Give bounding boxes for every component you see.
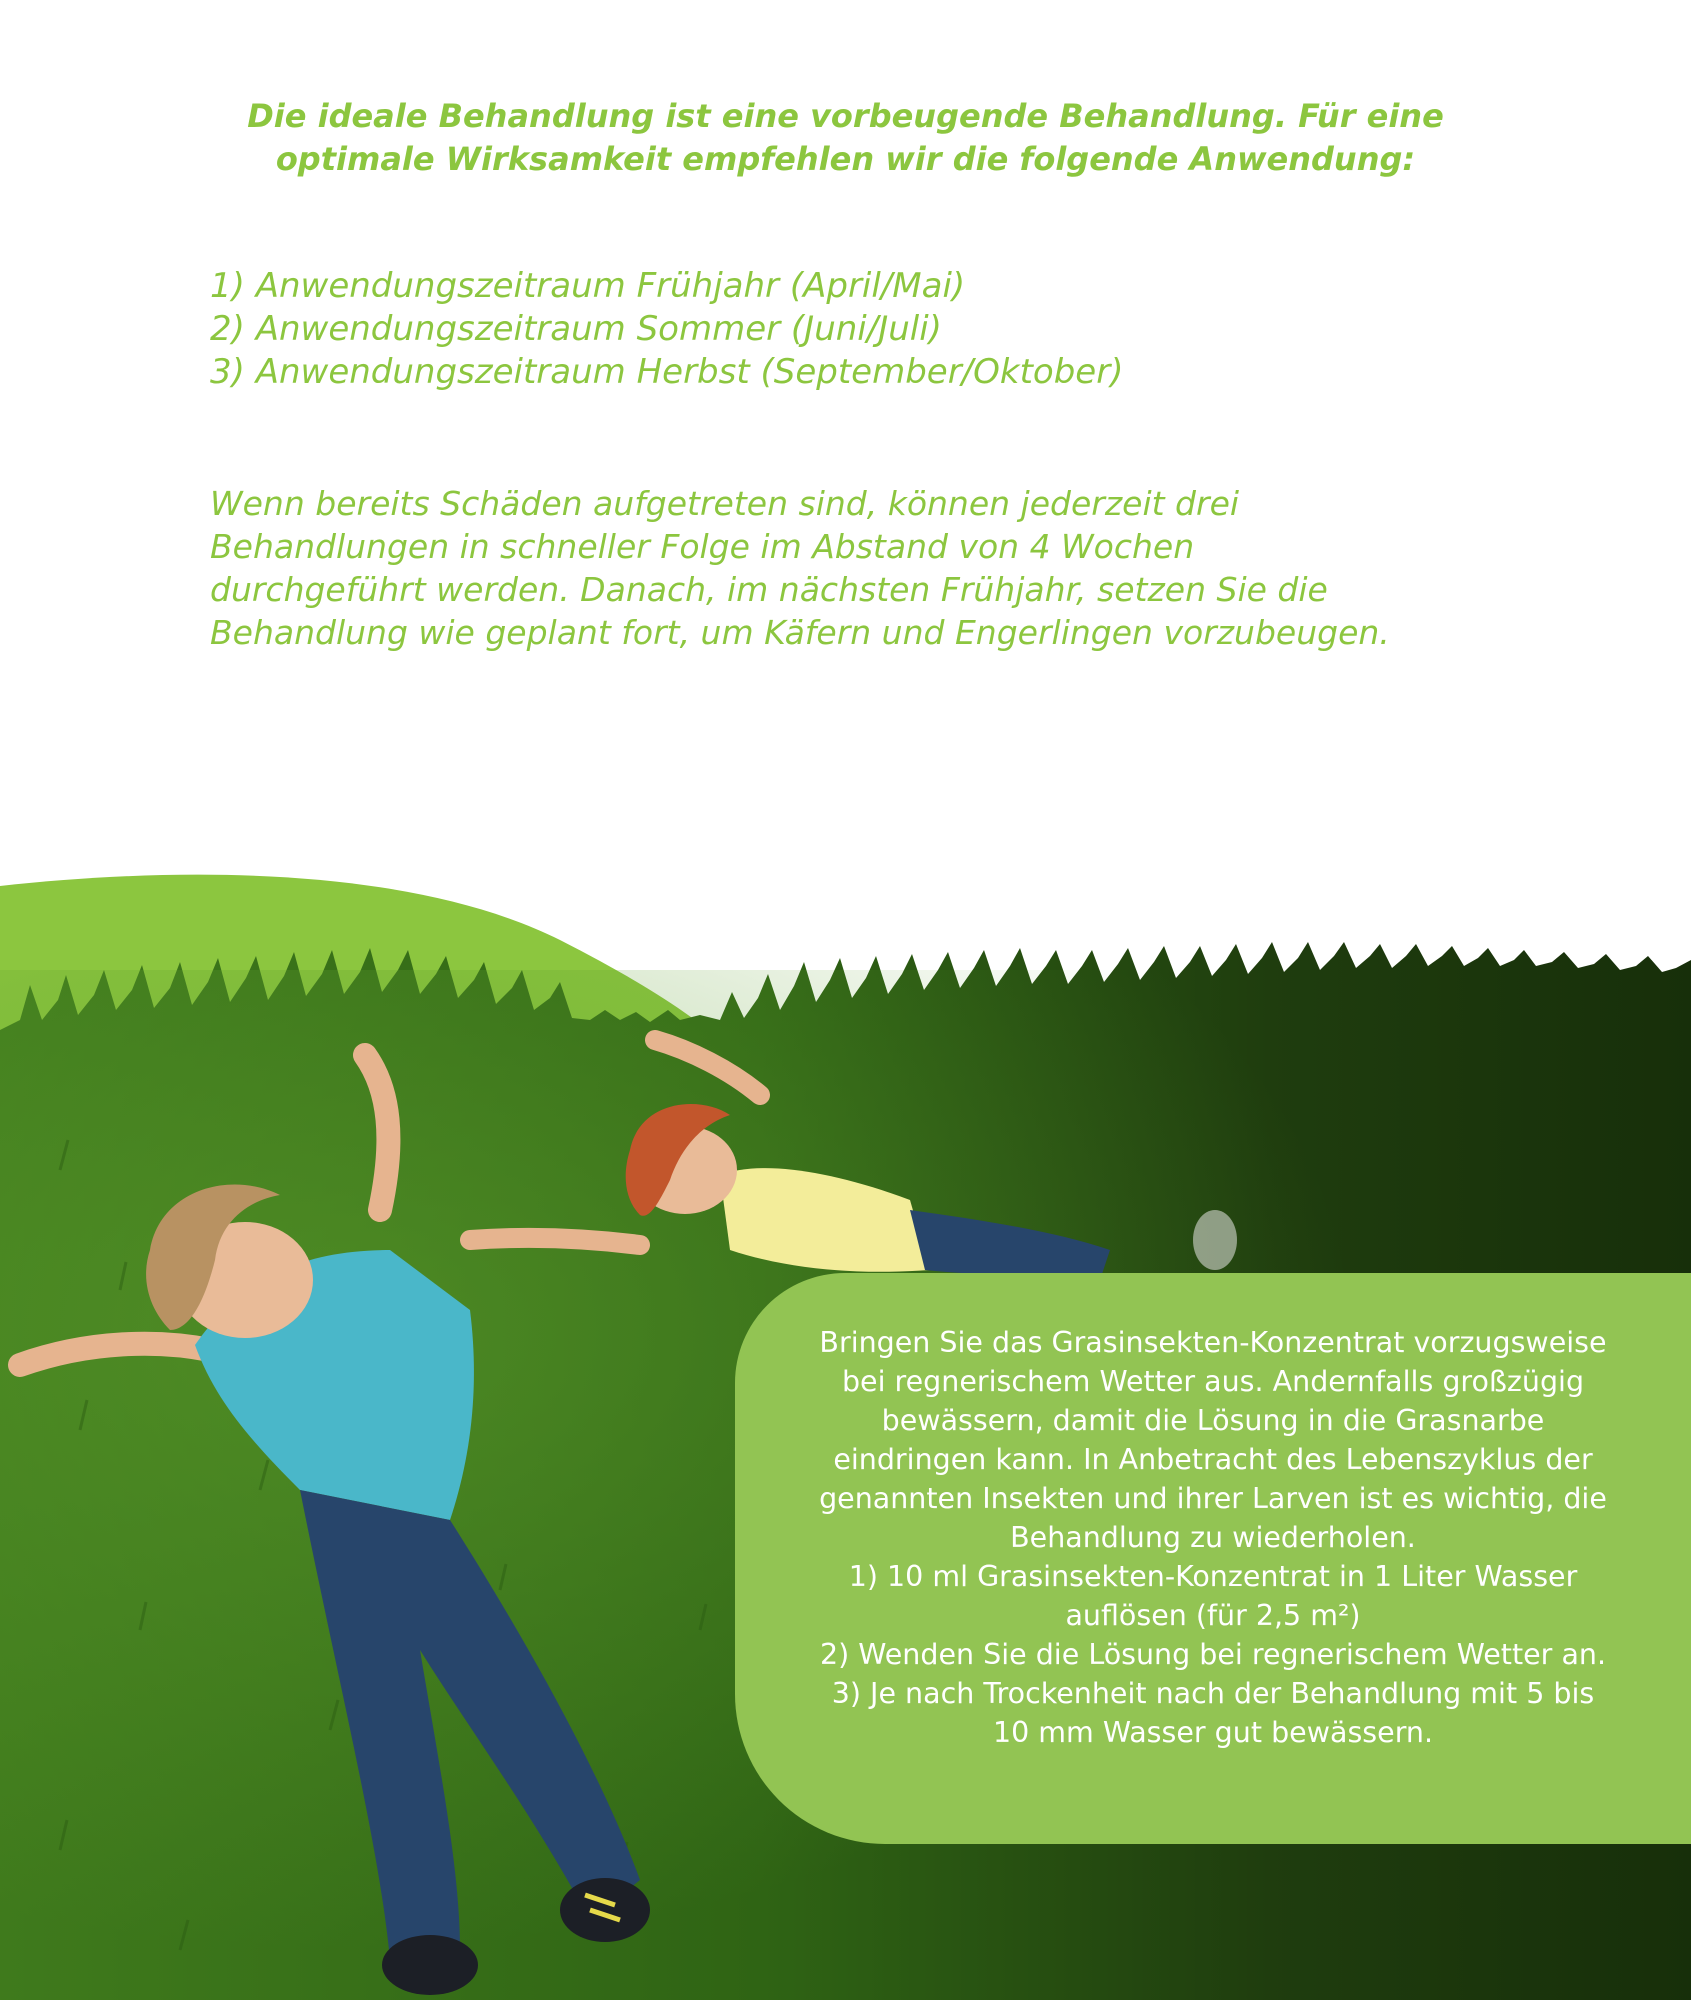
damage-paragraph xyxy=(210,482,1510,654)
card-line: Behandlung zu wiederholen. xyxy=(1010,1521,1416,1554)
period-item: 3) Anwendungszeitraum Herbst (September/Oktober) xyxy=(210,352,1124,392)
intro-line: optimale Wirksamkeit empfehlen wir die folgende Anwendung: xyxy=(275,140,1416,178)
card-line: Bringen Sie das Grasinsekten-Konzentrat vorzugsweise xyxy=(819,1326,1607,1359)
card-line: bei regnerischem Wetter aus. Andernfalls großzügig xyxy=(841,1365,1585,1398)
card-line: 1) 10 ml Grasinsekten-Konzentrat in 1 Liter Wasser xyxy=(848,1560,1578,1593)
period-item: 1) Anwendungszeitraum Frühjahr (April/Mai) xyxy=(210,266,966,306)
instructions-card xyxy=(735,1273,1691,1844)
damage-line: Behandlung wie geplant fort, um Käfern und Engerlingen vorzubeugen. xyxy=(210,613,1390,652)
card-line: eindringen kann. In Anbetracht des Lebenszyklus der xyxy=(833,1443,1593,1476)
damage-line: Behandlungen in schneller Folge im Abstand von 4 Wochen xyxy=(210,527,1195,566)
card-line: 2) Wenden Sie die Lösung bei regnerischem Wetter an. xyxy=(819,1638,1607,1671)
card-line: bewässern, damit die Lösung in die Grasnarbe xyxy=(881,1404,1545,1437)
card-line: 3) Je nach Trockenheit nach der Behandlung mit 5 bis xyxy=(831,1677,1595,1710)
period-item: 2) Anwendungszeitraum Sommer (Juni/Juli) xyxy=(210,309,942,349)
application-periods-list xyxy=(210,265,1460,394)
card-line: 10 mm Wasser gut bewässern. xyxy=(992,1716,1434,1749)
intro-line: Die ideale Behandlung ist eine vorbeugende Behandlung. Für eine xyxy=(247,97,1444,135)
damage-line: durchgeführt werden. Danach, im nächsten Frühjahr, setzen Sie die xyxy=(210,570,1328,609)
intro-heading xyxy=(200,95,1491,181)
damage-line: Wenn bereits Schäden aufgetreten sind, können jederzeit drei xyxy=(210,484,1240,523)
card-line: genannten Insekten und ihrer Larven ist es wichtig, die xyxy=(819,1482,1607,1515)
card-line: auflösen (für 2,5 m²) xyxy=(1065,1599,1361,1632)
